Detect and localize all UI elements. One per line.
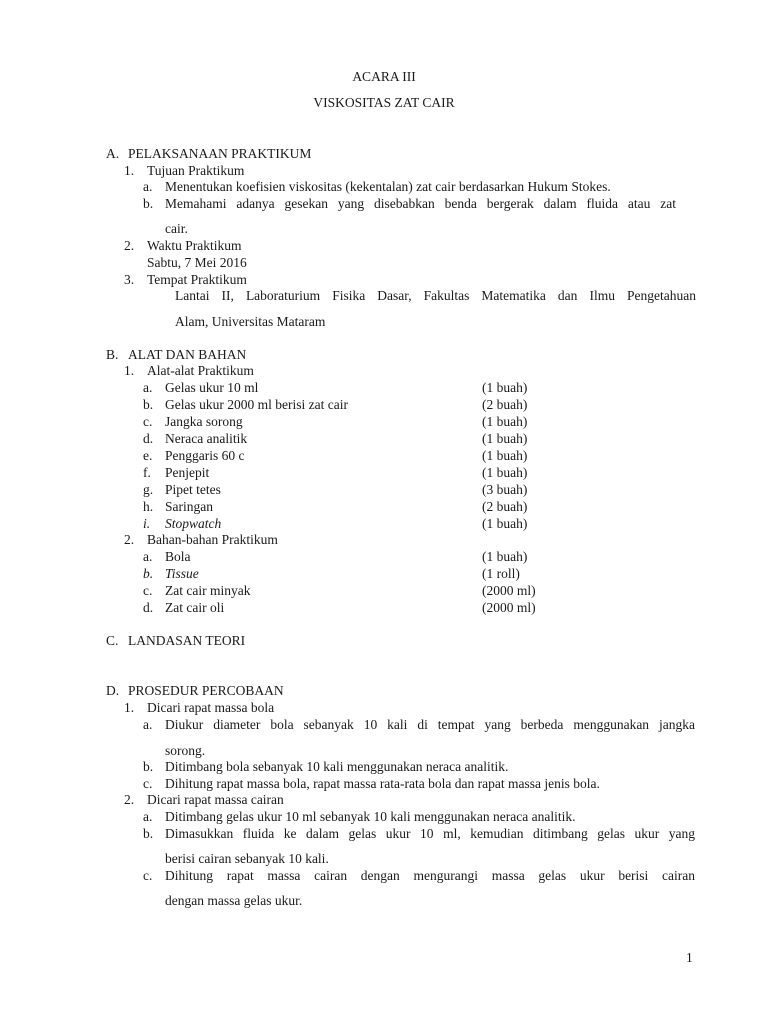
page-subtitle: VISKOSITAS ZAT CAIR (313, 95, 455, 110)
time-label: Waktu Praktikum (147, 238, 242, 253)
list-number: 1. (124, 700, 135, 715)
list-letter: f. (143, 465, 151, 480)
tool-name: Saringan (165, 499, 213, 514)
place-label: Tempat Praktikum (147, 272, 247, 287)
list-letter: i. (143, 516, 151, 531)
tool-quantity: (2 buah) (482, 397, 528, 412)
tools-label: Alat-alat Praktikum (147, 363, 254, 378)
tool-name: Neraca analitik (165, 431, 248, 446)
list-letter: a. (143, 549, 153, 564)
tool-name: Stopwatch (165, 516, 222, 531)
tool-quantity: (1 buah) (482, 414, 528, 429)
list-letter: a. (143, 179, 153, 194)
step-text: Diukur diameter bola sebanyak 10 kali di tempat yang berbeda menggunakan jangka (165, 717, 695, 732)
objective-a: Menentukan koefisien viskositas (kekentalan) zat cair berdasarkan Hukum Stokes. (165, 179, 611, 194)
material-name: Bola (165, 549, 191, 564)
list-letter: g. (143, 482, 154, 497)
list-letter: b. (143, 196, 154, 211)
objective-b-continued: cair. (165, 221, 188, 236)
tool-quantity: (1 buah) (482, 516, 528, 531)
step-text: Ditimbang gelas ukur 10 ml sebanyak 10 kali menggunakan neraca analitik. (165, 809, 576, 824)
material-quantity: (1 roll) (482, 566, 520, 581)
tool-quantity: (1 buah) (482, 380, 528, 395)
section-d-marker: D. (106, 683, 120, 698)
place-value: Lantai II, Laboraturium Fisika Dasar, Fakultas Matematika dan Ilmu Pengetahuan (175, 288, 696, 303)
list-letter: c. (143, 414, 153, 429)
tool-name: Penjepit (165, 465, 210, 480)
tool-name: Pipet tetes (165, 482, 221, 497)
list-letter: b. (143, 566, 154, 581)
list-number: 2. (124, 238, 135, 253)
section-a-heading: PELAKSANAAN PRAKTIKUM (128, 146, 312, 161)
list-letter: a. (143, 717, 153, 732)
section-c-marker: C. (106, 633, 119, 648)
section-b-heading: ALAT DAN BAHAN (128, 347, 247, 362)
section-d-heading: PROSEDUR PERCOBAAN (128, 683, 284, 698)
list-number: 2. (124, 792, 135, 807)
step-text-continued: sorong. (165, 743, 206, 758)
list-letter: e. (143, 448, 153, 463)
step-text: Dimasukkan fluida ke dalam gelas ukur 10 ml, kemudian ditimbang gelas ukur yang (165, 826, 695, 841)
section-c-heading: LANDASAN TEORI (128, 633, 246, 648)
tool-name: Penggaris 60 c (165, 448, 245, 463)
objective-b: Memahami adanya gesekan yang disebabkan benda bergerak dalam fluida atau zat (165, 196, 676, 211)
list-letter: b. (143, 397, 154, 412)
step-text-continued: berisi cairan sebanyak 10 kali. (165, 851, 329, 866)
list-letter: c. (143, 583, 153, 598)
list-number: 1. (124, 163, 135, 178)
list-letter: b. (143, 826, 154, 841)
step-text: Dihitung rapat massa cairan dengan mengurangi massa gelas ukur berisi cairan (165, 868, 695, 883)
list-letter: c. (143, 776, 153, 791)
page-number: 1 (686, 950, 693, 965)
list-letter: a. (143, 380, 153, 395)
section-b-marker: B. (106, 347, 119, 362)
material-name: Zat cair minyak (165, 583, 251, 598)
list-number: 3. (124, 272, 135, 287)
step-text-continued: dengan massa gelas ukur. (165, 893, 303, 908)
place-value-continued: Alam, Universitas Mataram (175, 314, 326, 329)
list-number: 1. (124, 363, 135, 378)
tool-name: Jangka sorong (165, 414, 243, 429)
material-quantity: (2000 ml) (482, 600, 536, 615)
material-quantity: (2000 ml) (482, 583, 536, 598)
material-quantity: (1 buah) (482, 549, 528, 564)
time-value: Sabtu, 7 Mei 2016 (147, 255, 247, 270)
list-letter: d. (143, 600, 154, 615)
material-name: Zat cair oli (165, 600, 225, 615)
list-letter: b. (143, 759, 154, 774)
step-text: Dihitung rapat massa bola, rapat massa rata-rata bola dan rapat massa jenis bola. (165, 776, 600, 791)
list-letter: d. (143, 431, 154, 446)
tool-quantity: (1 buah) (482, 465, 528, 480)
step-label: Dicari rapat massa cairan (147, 792, 284, 807)
tool-quantity: (2 buah) (482, 499, 528, 514)
page-title: ACARA III (352, 69, 416, 84)
material-name: Tissue (165, 566, 199, 581)
section-a-marker: A. (106, 146, 120, 161)
materials-label: Bahan-bahan Praktikum (147, 532, 278, 547)
step-label: Dicari rapat massa bola (147, 700, 275, 715)
list-letter: c. (143, 868, 153, 883)
tool-quantity: (1 buah) (482, 448, 528, 463)
tool-name: Gelas ukur 2000 ml berisi zat cair (165, 397, 348, 412)
tool-name: Gelas ukur 10 ml (165, 380, 259, 395)
objective-label: Tujuan Praktikum (147, 163, 245, 178)
list-letter: h. (143, 499, 154, 514)
tool-quantity: (1 buah) (482, 431, 528, 446)
tool-quantity: (3 buah) (482, 482, 528, 497)
list-letter: a. (143, 809, 153, 824)
list-number: 2. (124, 532, 135, 547)
step-text: Ditimbang bola sebanyak 10 kali menggunakan neraca analitik. (165, 759, 509, 774)
